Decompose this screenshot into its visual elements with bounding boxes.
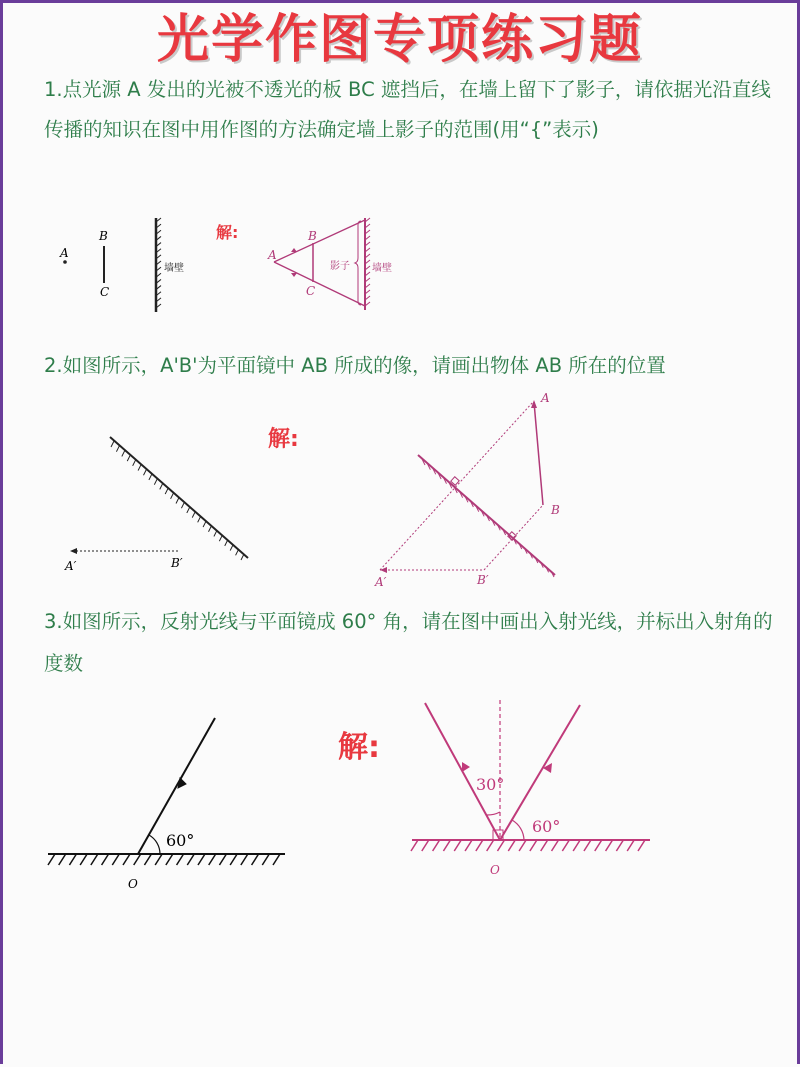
answer-label-b: B (551, 503, 560, 517)
hatch-mark (171, 493, 174, 499)
angle-arc (149, 835, 160, 854)
hatch-mark (606, 840, 613, 851)
solution-label-3: 解: (338, 730, 380, 765)
hatch-mark (209, 526, 212, 532)
hatch-mark (595, 840, 602, 851)
answer-label-b-image: B′ (477, 573, 489, 587)
hatch-mark (133, 460, 136, 466)
hatch-mark (134, 854, 141, 865)
hatch-mark (144, 854, 151, 865)
hatch-mark (111, 441, 114, 447)
fig2-question (70, 437, 248, 560)
arrow-icon (380, 400, 537, 573)
shadow-label: 影子 (330, 261, 350, 272)
hatch-mark (203, 521, 206, 527)
hatch-mark (422, 840, 429, 851)
hatch-mark (80, 854, 87, 865)
hatch-mark (69, 854, 76, 865)
fig3-answer (411, 700, 650, 851)
label-o: O (128, 877, 138, 891)
hatch-mark (154, 479, 157, 485)
angle-60-answer-label: 60° (532, 817, 561, 836)
hatch-mark (166, 854, 173, 865)
hatch-mark (123, 854, 130, 865)
hatch-mark (497, 840, 504, 851)
point-a (63, 260, 67, 264)
hatch-mark (219, 854, 226, 865)
hatch-mark (562, 840, 569, 851)
solution-label-2: 解: (268, 427, 299, 452)
solution-label-1: 解: (216, 223, 239, 242)
hatch-mark (160, 483, 163, 489)
hatch-mark (262, 854, 269, 865)
answer-label-o: O (490, 863, 500, 877)
arrow-icon (462, 762, 552, 773)
hatch-mark (127, 455, 130, 461)
answer-label-c: C (306, 284, 316, 298)
angle-arc-30 (486, 812, 500, 815)
hatch-mark (181, 502, 184, 508)
hatch-mark (198, 516, 201, 522)
hatch-mark (433, 840, 440, 851)
perpendicular-a (380, 402, 533, 570)
hatch-mark (116, 446, 119, 452)
hatch-mark (465, 840, 472, 851)
hatch-mark (91, 854, 98, 865)
hatch-mark (236, 549, 239, 555)
page-title: 光学作图专项练习题 (156, 10, 643, 70)
hatch-mark (187, 507, 190, 513)
hatch-mark (230, 545, 233, 551)
hatch-mark (214, 530, 217, 536)
answer-label-a: A (541, 391, 550, 405)
hatch-mark (225, 540, 228, 546)
arrow-icon (70, 548, 77, 554)
hatch-mark (487, 840, 494, 851)
label-b-image: B′ (171, 556, 183, 570)
fig2-answer (380, 400, 555, 577)
hatch-mark (411, 840, 418, 851)
hatch-mark (187, 854, 194, 865)
hatch-mark (155, 854, 162, 865)
question-2-text: 2.如图所示，A'B'为平面镜中 AB 所成的像，请画出物体 AB 所在的位置 (44, 354, 666, 377)
angle-arc-60 (512, 820, 524, 840)
hatch-mark (192, 512, 195, 518)
hatch-mark (144, 469, 147, 475)
hatch-mark (573, 840, 580, 851)
hatch-mark (454, 840, 461, 851)
shadow-brace (355, 221, 361, 305)
hatch-mark (638, 840, 645, 851)
object-ab (534, 402, 543, 505)
answer-label-b: B (308, 229, 317, 243)
hatch-mark (149, 474, 152, 480)
hatch-mark (627, 840, 634, 851)
hatch-mark (530, 840, 537, 851)
hatch-mark (177, 854, 184, 865)
label-c: C (100, 285, 110, 299)
hatch-mark (112, 854, 119, 865)
label-a: A (60, 246, 69, 260)
angle-30-label: 30° (476, 775, 505, 794)
question-1-text: 1.点光源 A 发出的光被不透光的板 BC 遮挡后，在墙上留下了影子，请依据光沿直线传播的知识在图中用作图的方法确定墙上影子的范围(用“{”表示) (44, 78, 771, 141)
hatch-mark (102, 854, 109, 865)
hatch-mark (552, 840, 559, 851)
ray-ab (274, 220, 365, 262)
answer-wall-label: 墙壁 (372, 263, 392, 274)
question-3-text: 3.如图所示，反射光线与平面镜成 60° 角，请在图中画出入射光线，并标出入射角的度数 (44, 610, 773, 675)
hatch-mark (122, 450, 125, 456)
hatch-mark (252, 854, 259, 865)
hatch-mark (443, 840, 450, 851)
arrow-icon (178, 778, 186, 788)
hatch-mark (519, 840, 526, 851)
hatch-mark (616, 840, 623, 851)
hatch-mark (165, 488, 168, 494)
label-b: B (99, 229, 108, 243)
hatch-mark (219, 535, 222, 541)
ray-ac (274, 262, 365, 306)
hatch-mark (541, 840, 548, 851)
hatch-mark (241, 854, 248, 865)
hatch-mark (584, 840, 591, 851)
hatch-mark (138, 465, 141, 471)
label-a-image: A′ (65, 559, 77, 573)
hatch-mark (48, 854, 55, 865)
hatch-mark (198, 854, 205, 865)
hatch-mark (273, 854, 280, 865)
hatch-mark (241, 554, 244, 560)
hatch-mark (476, 840, 483, 851)
fig1-answer (274, 218, 370, 310)
answer-label-a: A (268, 248, 277, 262)
hatch-mark (230, 854, 237, 865)
wall-label: 墙壁 (164, 263, 184, 274)
hatch-mark (176, 498, 179, 504)
hatch-mark (209, 854, 216, 865)
angle-60-label: 60° (166, 831, 195, 850)
hatch-mark (59, 854, 66, 865)
hatch-mark (508, 840, 515, 851)
answer-label-a-image: A′ (375, 575, 387, 589)
fig1-question (59, 218, 184, 312)
